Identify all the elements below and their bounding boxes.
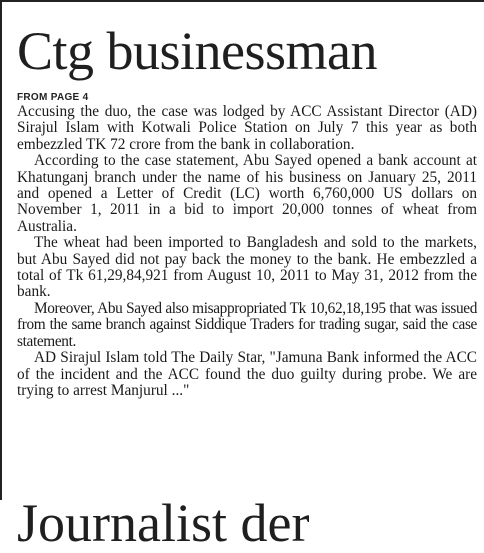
article-paragraph: Accusing the duo, the case was lodged by ACC Assistant Director (AD) Sirajul Islam with Kotwali Police Station on July 7 this year as both embezzled TK 72 crore from the bank in collaboration.: [17, 103, 477, 153]
article-body: [17, 104, 477, 399]
article-paragraph: AD Sirajul Islam told The Daily Star, "Jamuna Bank informed the ACC of the incident and the ACC found the duo guilty during probe. We are trying to arrest Manjurul ...": [17, 349, 477, 399]
article-paragraph: Moreover, Abu Sayed also misappropriated Tk 10,62,18,195 that was issued from the same branch against Siddique Traders for trading sugar, said the case statement.: [17, 299, 477, 350]
jump-line: FROM PAGE 4: [17, 92, 89, 103]
next-article-headline: Journalist der: [17, 493, 310, 553]
article-headline: Ctg businessman: [17, 21, 378, 81]
article-paragraph: According to the case statement, Abu Sayed opened a bank account at Khatunganj branch under the name of his business on January 25, 2011 and opened a Letter of Credit (LC) worth 6,760,000 US dollars on November 1, 2011 in a bid to import 20,000 tonnes of wheat from Australia.: [17, 152, 477, 235]
top-rule: [0, 0, 484, 2]
article-paragraph: The wheat had been imported to Bangladesh and sold to the markets, but Abu Sayed did not pay back the money to the bank. He embezzled a total of Tk 61,29,84,921 from August 10, 2011 to May 31, 2012 from the bank.: [17, 234, 477, 301]
news-article: [17, 22, 477, 399]
left-rule: [0, 0, 2, 500]
